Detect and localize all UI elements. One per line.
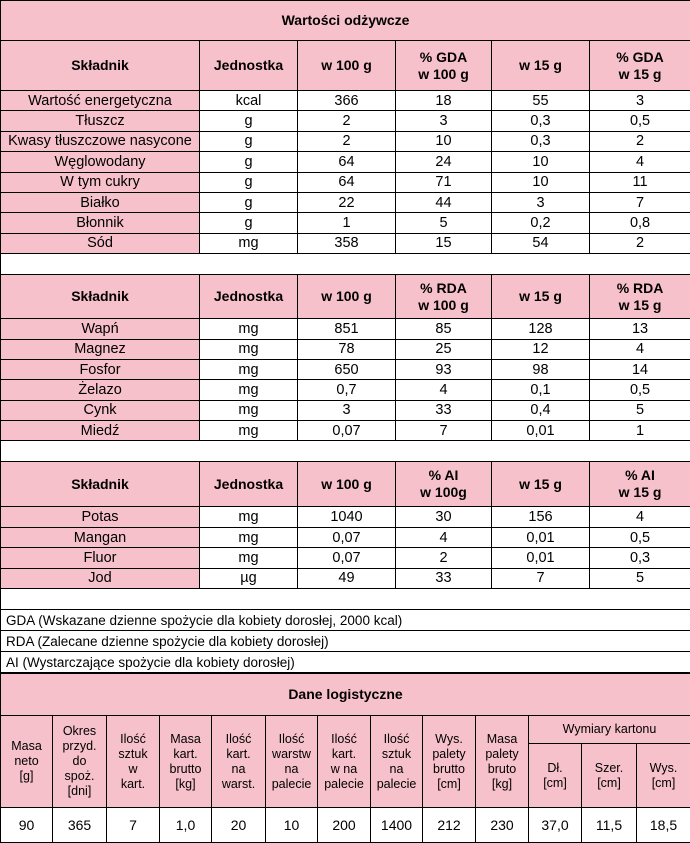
nutrient-value: 10 xyxy=(492,172,590,192)
column-header: w 100 g xyxy=(298,275,396,319)
column-header: w 100 g xyxy=(298,41,396,91)
nutrient-name: Jod xyxy=(1,568,200,588)
nutrient-value: g xyxy=(200,192,298,212)
nutrient-value: 78 xyxy=(298,339,396,359)
nutrient-value: 13 xyxy=(590,319,690,339)
column-header: Jednostka xyxy=(200,275,298,319)
table-row xyxy=(1,319,690,339)
nutrient-value: 4 xyxy=(396,380,492,400)
nutrient-value: 14 xyxy=(590,359,690,379)
footnote: GDA (Wskazane dzienne spożycie dla kobiety dorosłej, 2000 kcal) xyxy=(1,610,690,631)
nutrient-name: Błonnik xyxy=(1,213,200,233)
table-row xyxy=(1,568,690,588)
nutrient-value: 10 xyxy=(396,131,492,151)
nutrient-value: mg xyxy=(200,233,298,253)
table-row xyxy=(1,507,690,527)
footnote: RDA (Zalecane dzienne spożycie dla kobiety dorosłej) xyxy=(1,631,690,652)
table-row xyxy=(1,91,690,111)
spacer-row xyxy=(1,589,690,610)
nutrient-value: 0,2 xyxy=(492,213,590,233)
logistics-value: 365 xyxy=(53,808,107,843)
table-row xyxy=(1,152,690,172)
nutrient-value: 7 xyxy=(396,421,492,441)
nutrient-value: 2 xyxy=(396,548,492,568)
carton-dimension-header: Szer. [cm] xyxy=(582,744,637,808)
nutrient-value: 3 xyxy=(590,91,690,111)
nutrition-title: Wartości odżywcze xyxy=(1,1,690,41)
nutrient-value: 1 xyxy=(590,421,690,441)
table-row xyxy=(1,359,690,379)
nutrient-value: 0,5 xyxy=(590,111,690,131)
nutrient-value: mg xyxy=(200,319,298,339)
column-header: % AI w 100g xyxy=(396,462,492,507)
nutrient-name: Miedź xyxy=(1,421,200,441)
nutrient-value: 366 xyxy=(298,91,396,111)
nutrient-value: 0,01 xyxy=(492,548,590,568)
nutrient-value: 0,3 xyxy=(590,548,690,568)
nutrient-name: Wapń xyxy=(1,319,200,339)
nutrient-value: mg xyxy=(200,380,298,400)
nutrient-value: 4 xyxy=(590,507,690,527)
column-header: Jednostka xyxy=(200,462,298,507)
table-row xyxy=(1,339,690,359)
carton-dimension-header: Dł. [cm] xyxy=(529,744,582,808)
nutrient-value: 85 xyxy=(396,319,492,339)
nutrient-value: 0,8 xyxy=(590,213,690,233)
logistics-value: 200 xyxy=(318,808,371,843)
nutrient-value: mg xyxy=(200,400,298,420)
table-row xyxy=(1,808,690,843)
column-header: % AI w 15 g xyxy=(590,462,690,507)
table-row xyxy=(1,548,690,568)
nutrient-value: g xyxy=(200,172,298,192)
logistics-column-header: Masa palety bruto [kg] xyxy=(476,716,529,808)
nutrient-value: 650 xyxy=(298,359,396,379)
table-row xyxy=(1,111,690,131)
nutrient-value: 4 xyxy=(396,527,492,547)
nutrient-value: 0,01 xyxy=(492,421,590,441)
nutrient-name: Tłuszcz xyxy=(1,111,200,131)
logistics-value: 1,0 xyxy=(160,808,212,843)
nutrient-value: mg xyxy=(200,359,298,379)
table-row xyxy=(1,172,690,192)
nutrient-value: 851 xyxy=(298,319,396,339)
nutrient-value: 24 xyxy=(396,152,492,172)
nutrient-value: 10 xyxy=(492,152,590,172)
nutrient-value: 3 xyxy=(492,192,590,212)
nutrient-value: 2 xyxy=(590,131,690,151)
nutrient-value: 22 xyxy=(298,192,396,212)
nutrient-name: Sód xyxy=(1,233,200,253)
column-header: w 100 g xyxy=(298,462,396,507)
table-row xyxy=(1,380,690,400)
nutrient-value: mg xyxy=(200,527,298,547)
nutrient-value: mg xyxy=(200,421,298,441)
table-row xyxy=(1,421,690,441)
nutrient-value: 15 xyxy=(396,233,492,253)
column-header: % RDA w 15 g xyxy=(590,275,690,319)
nutrient-value: 3 xyxy=(396,111,492,131)
nutrient-value: 4 xyxy=(590,339,690,359)
nutrient-value: 2 xyxy=(298,111,396,131)
nutrient-name: W tym cukry xyxy=(1,172,200,192)
logistics-value: 20 xyxy=(212,808,266,843)
nutrient-value: 11 xyxy=(590,172,690,192)
nutrient-value: 64 xyxy=(298,172,396,192)
nutrient-name: Fosfor xyxy=(1,359,200,379)
nutrient-name: Cynk xyxy=(1,400,200,420)
nutrient-value: 7 xyxy=(590,192,690,212)
nutrient-name: Mangan xyxy=(1,527,200,547)
footnote: AI (Wystarczające spożycie dla kobiety dorosłej) xyxy=(1,652,690,673)
column-header: w 15 g xyxy=(492,275,590,319)
logistics-column-header: Masa kart. brutto [kg] xyxy=(160,716,212,808)
nutrient-value: g xyxy=(200,111,298,131)
nutrient-value: 71 xyxy=(396,172,492,192)
logistics-value: 18,5 xyxy=(637,808,690,843)
nutrient-value: µg xyxy=(200,568,298,588)
nutrient-value: 1040 xyxy=(298,507,396,527)
logistics-table xyxy=(0,673,690,843)
logistics-column-header: Ilość sztuk w kart. xyxy=(107,716,160,808)
nutrient-value: mg xyxy=(200,507,298,527)
nutrient-value: g xyxy=(200,152,298,172)
logistics-column-header: Okres przyd. do spoż. [dni] xyxy=(53,716,107,808)
column-header: Składnik xyxy=(1,462,200,507)
nutrient-name: Żelazo xyxy=(1,380,200,400)
nutrient-value: 5 xyxy=(590,568,690,588)
logistics-column-header: Ilość kart. na warst. xyxy=(212,716,266,808)
nutrient-value: 0,4 xyxy=(492,400,590,420)
nutrient-value: 30 xyxy=(396,507,492,527)
logistics-column-header: Ilość sztuk na palecie xyxy=(371,716,423,808)
spacer-row xyxy=(1,441,690,462)
logistics-column-header: Masa neto [g] xyxy=(1,716,53,808)
nutrient-value: 0,07 xyxy=(298,527,396,547)
nutrient-value: 64 xyxy=(298,152,396,172)
nutrient-value: 156 xyxy=(492,507,590,527)
nutrient-name: Fluor xyxy=(1,548,200,568)
nutrient-value: 18 xyxy=(396,91,492,111)
nutrient-value: 0,07 xyxy=(298,421,396,441)
nutrient-name: Węglowodany xyxy=(1,152,200,172)
nutrient-value: 2 xyxy=(298,131,396,151)
nutrient-value: g xyxy=(200,213,298,233)
logistics-value: 37,0 xyxy=(529,808,582,843)
nutrient-name: Kwasy tłuszczowe nasycone xyxy=(1,131,200,151)
nutrient-value: 0,01 xyxy=(492,527,590,547)
nutrient-value: 0,7 xyxy=(298,380,396,400)
nutrient-value: 55 xyxy=(492,91,590,111)
nutrient-value: 4 xyxy=(590,152,690,172)
table-row xyxy=(1,131,690,151)
logistics-column-header: Ilość kart. w na palecie xyxy=(318,716,371,808)
logistics-title: Dane logistyczne xyxy=(1,674,690,716)
logistics-value: 11,5 xyxy=(582,808,637,843)
logistics-value: 230 xyxy=(476,808,529,843)
column-header: % GDA w 15 g xyxy=(590,41,690,91)
column-header: Składnik xyxy=(1,275,200,319)
nutrient-value: 2 xyxy=(590,233,690,253)
column-header: Składnik xyxy=(1,41,200,91)
nutrient-value: 44 xyxy=(396,192,492,212)
table-row xyxy=(1,213,690,233)
nutrient-value: 0,07 xyxy=(298,548,396,568)
nutrient-value: 25 xyxy=(396,339,492,359)
table-row xyxy=(1,527,690,547)
logistics-column-header: Wys. palety brutto [cm] xyxy=(423,716,476,808)
logistics-value: 212 xyxy=(423,808,476,843)
nutrient-value: 5 xyxy=(590,400,690,420)
table-row xyxy=(1,192,690,212)
logistics-value: 7 xyxy=(107,808,160,843)
nutrient-value: 49 xyxy=(298,568,396,588)
nutrient-value: 5 xyxy=(396,213,492,233)
logistics-value: 10 xyxy=(266,808,318,843)
nutrient-name: Magnez xyxy=(1,339,200,359)
nutrient-value: 0,1 xyxy=(492,380,590,400)
column-header: % RDA w 100 g xyxy=(396,275,492,319)
logistics-value: 1400 xyxy=(371,808,423,843)
column-header: w 15 g xyxy=(492,41,590,91)
logistics-value: 90 xyxy=(1,808,53,843)
nutrient-value: 33 xyxy=(396,568,492,588)
nutrient-value: mg xyxy=(200,339,298,359)
column-header: w 15 g xyxy=(492,462,590,507)
nutrient-name: Potas xyxy=(1,507,200,527)
nutrient-name: Wartość energetyczna xyxy=(1,91,200,111)
nutrient-value: 7 xyxy=(492,568,590,588)
logistics-column-header: Ilość warstw na palecie xyxy=(266,716,318,808)
nutrient-value: 98 xyxy=(492,359,590,379)
carton-dimension-header: Wys. [cm] xyxy=(637,744,690,808)
table-row xyxy=(1,400,690,420)
nutrient-value: 128 xyxy=(492,319,590,339)
nutrient-value: 3 xyxy=(298,400,396,420)
nutrient-name: Białko xyxy=(1,192,200,212)
column-header: % GDA w 100 g xyxy=(396,41,492,91)
nutrient-value: 358 xyxy=(298,233,396,253)
nutrient-value: 0,5 xyxy=(590,380,690,400)
table-row xyxy=(1,233,690,253)
column-header: Jednostka xyxy=(200,41,298,91)
nutrient-value: mg xyxy=(200,548,298,568)
nutrient-value: 54 xyxy=(492,233,590,253)
nutrient-value: 12 xyxy=(492,339,590,359)
nutrient-value: kcal xyxy=(200,91,298,111)
carton-dimensions-header: Wymiary kartonu xyxy=(529,716,690,744)
nutrient-value: 93 xyxy=(396,359,492,379)
nutrient-value: 1 xyxy=(298,213,396,233)
spacer-row xyxy=(1,254,690,275)
nutrient-value: 0,5 xyxy=(590,527,690,547)
nutrient-value: 0,3 xyxy=(492,131,590,151)
nutrient-value: g xyxy=(200,131,298,151)
nutrient-value: 33 xyxy=(396,400,492,420)
nutrient-value: 0,3 xyxy=(492,111,590,131)
